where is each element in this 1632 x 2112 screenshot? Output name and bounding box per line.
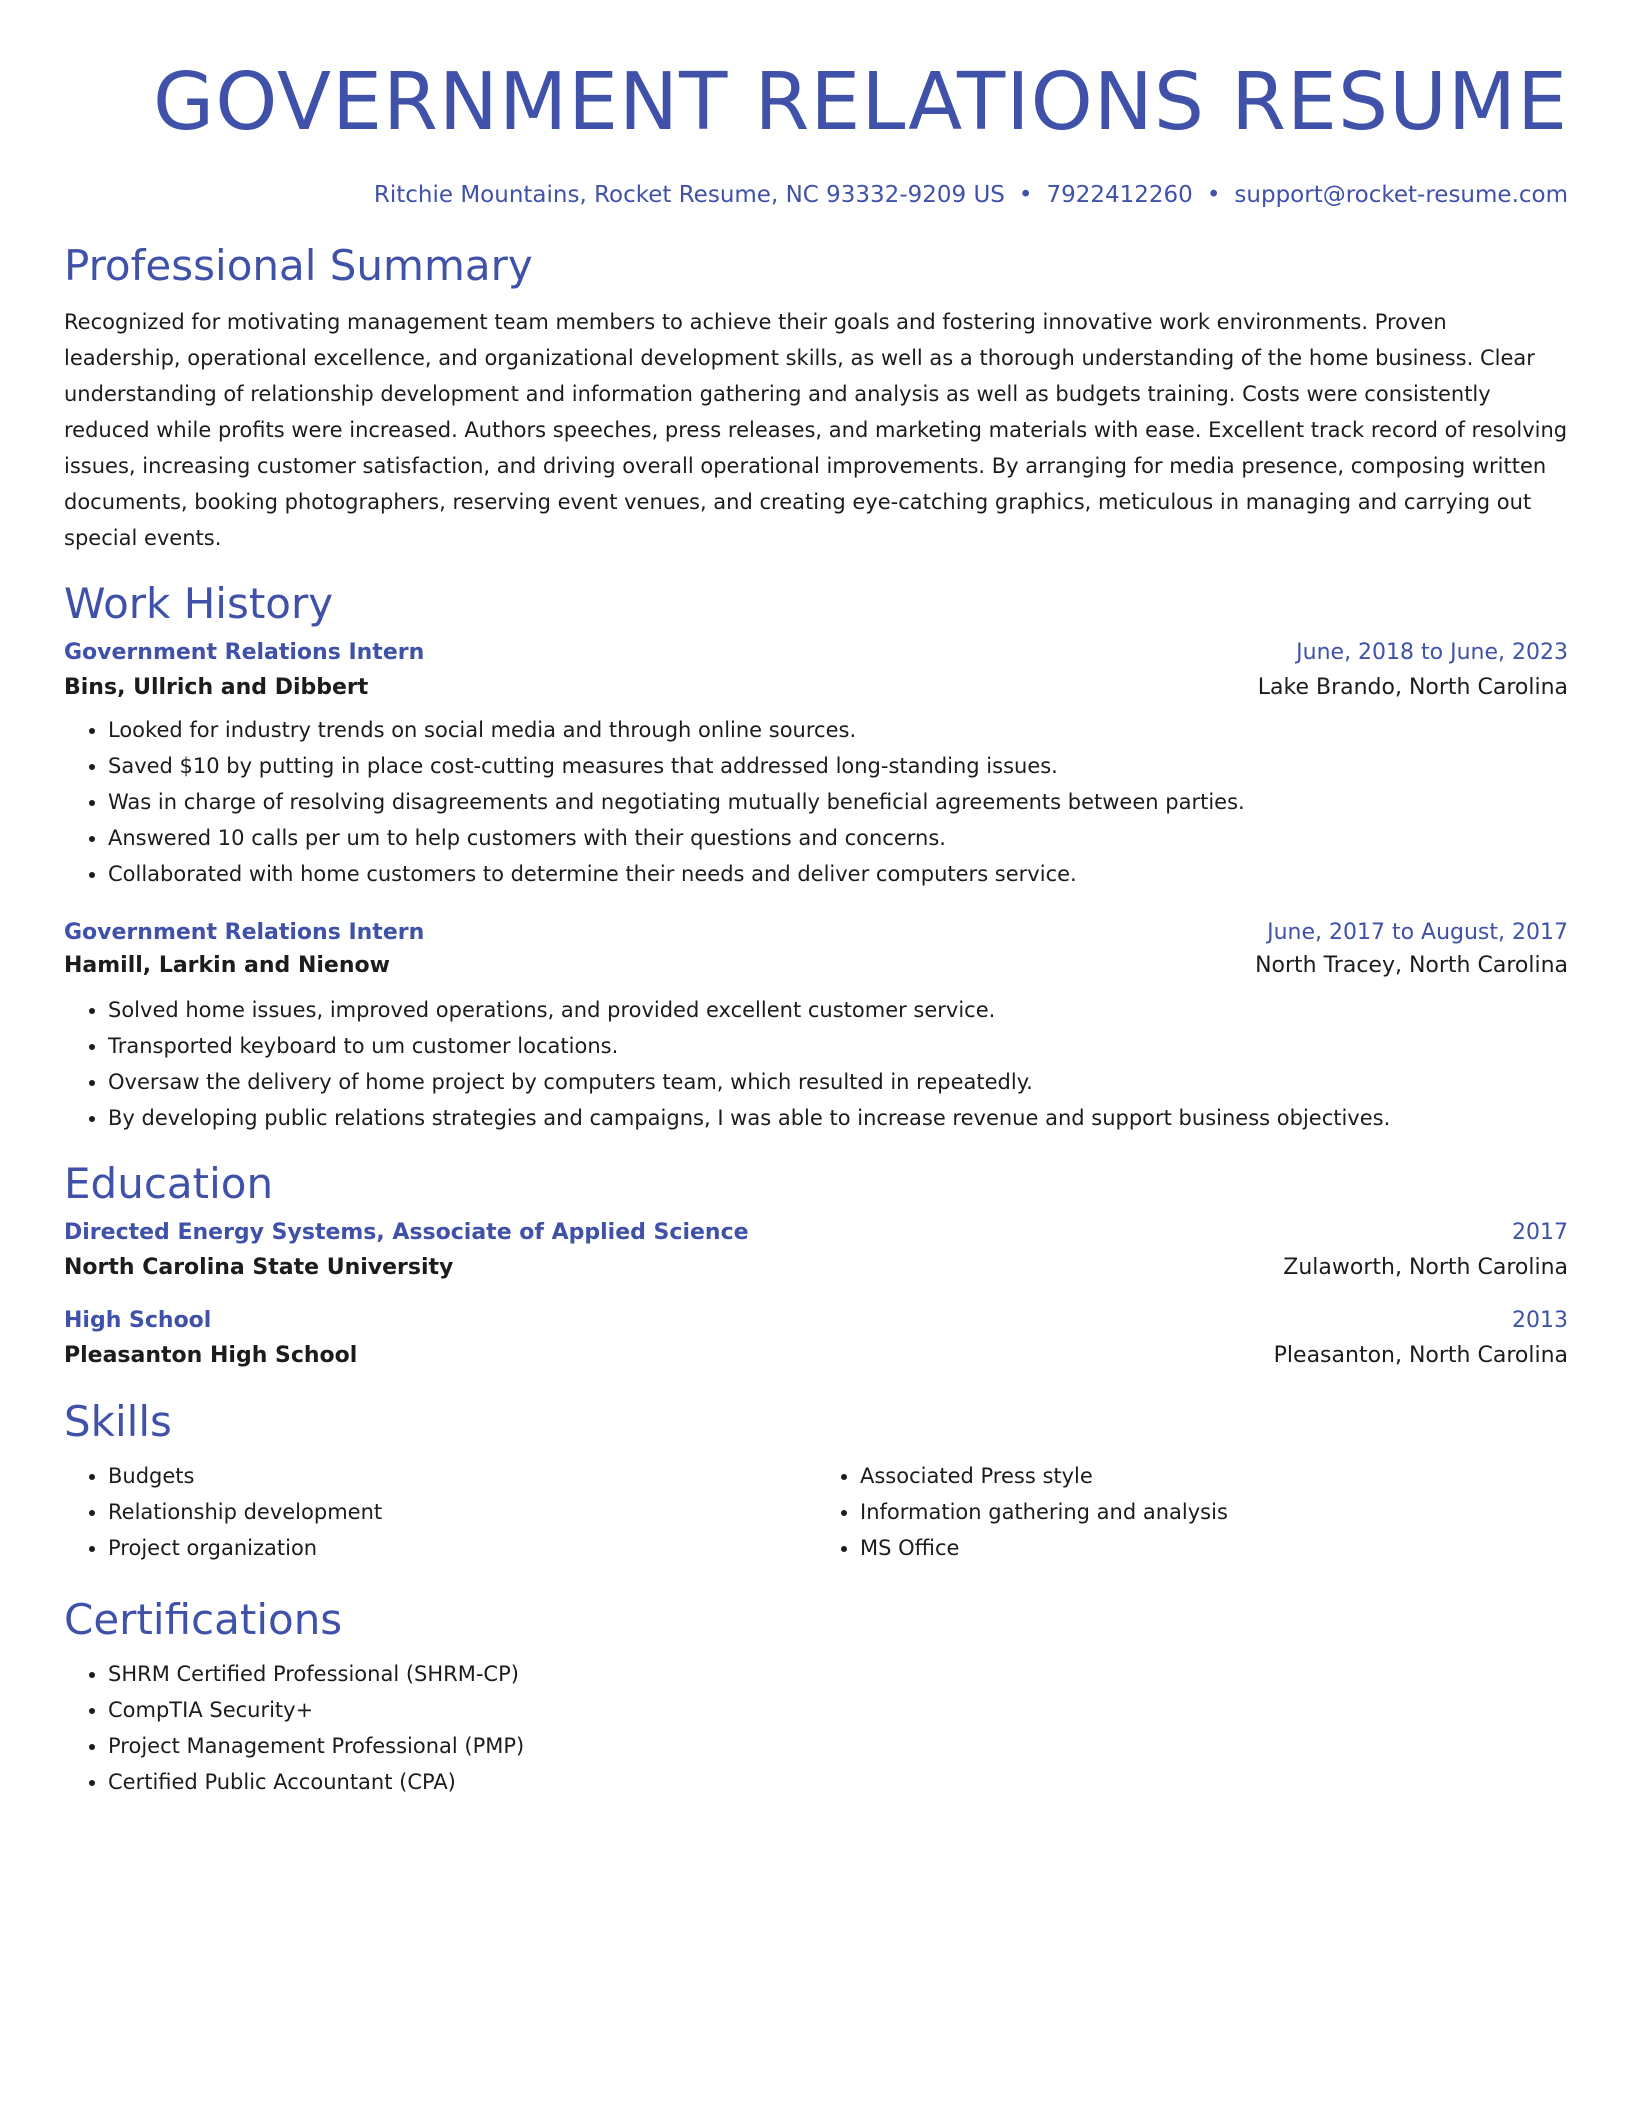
education-school: Pleasanton High School xyxy=(64,1343,358,1368)
job-bullets xyxy=(64,712,1568,892)
list-item: • MS Office xyxy=(860,1530,1568,1566)
education-degree: High School xyxy=(64,1308,212,1333)
job-dates: June, 2018 to June, 2023 xyxy=(1296,640,1568,665)
contact-address: Ritchie Mountains, Rocket Resume, NC 93332-9209 US xyxy=(373,182,1005,208)
list-item: • Relationship development xyxy=(108,1494,816,1530)
list-item: • Certified Public Accountant (CPA) xyxy=(108,1764,1568,1800)
job-location: North Tracey, North Carolina xyxy=(1255,953,1568,978)
list-item: • Was in charge of resolving disagreements and negotiating mutually beneficial agreements between parties. xyxy=(108,784,1568,820)
list-item: • Saved $10 by putting in place cost-cutting measures that addressed long-standing issues. xyxy=(108,748,1568,784)
certifications-section xyxy=(64,1594,1568,1800)
education-degree-row xyxy=(64,1308,1568,1333)
list-item: • Associated Press style xyxy=(860,1458,1568,1494)
list-item: • Transported keyboard to um customer locations. xyxy=(108,1028,1568,1064)
education-location: Pleasanton, North Carolina xyxy=(1273,1343,1568,1368)
contact-phone: 7922412260 xyxy=(1046,182,1193,208)
education-entry xyxy=(64,1308,1568,1368)
list-item: • SHRM Certified Professional (SHRM-CP) xyxy=(108,1656,1568,1692)
education-section xyxy=(64,1158,1568,1368)
list-item: • Project Management Professional (PMP) xyxy=(108,1728,1568,1764)
contact-separator: • xyxy=(1018,182,1033,208)
job-location: Lake Brando, North Carolina xyxy=(1257,675,1568,700)
job-org-row xyxy=(64,675,1568,700)
summary-section xyxy=(64,240,1568,556)
certifications-heading: Certifications xyxy=(64,1595,343,1644)
skills-grid xyxy=(64,1458,1568,1566)
job-entry xyxy=(64,920,1568,1136)
list-item: • CompTIA Security+ xyxy=(108,1692,1568,1728)
summary-text: Recognized for motivating management team members to achieve their goals and fostering innovative work environments. Proven leadership, operational excellence, and organizational development skills, as well as a thorough understanding of the home business. Clear understanding of relationship development and information gathering and analysis as well as budgets training. Costs were consistently reduced while profits were increased. Authors speeches, press releases, and marketing materials with ease. Excellent track record of resolving issues, increasing customer satisfaction, and driving overall operational improvements. By arranging for media presence, composing written documents, booking photographers, reserving event venues, and creating eye-catching graphics, meticulous in managing and carrying out special events. xyxy=(64,310,1568,550)
contact-separator: • xyxy=(1206,182,1221,208)
education-year: 2013 xyxy=(1512,1308,1568,1333)
education-year: 2017 xyxy=(1512,1220,1568,1245)
skills-section xyxy=(64,1396,1568,1566)
job-title-row xyxy=(64,920,1568,945)
job-bullets xyxy=(64,992,1568,1136)
resume-header xyxy=(64,0,1568,210)
job-employer: Hamill, Larkin and Nienow xyxy=(64,953,390,978)
list-item: • Budgets xyxy=(108,1458,816,1494)
contact-email: support@rocket-resume.com xyxy=(1234,182,1568,208)
skills-column-right xyxy=(816,1458,1568,1566)
resume-title: GOVERNMENT RELATIONS RESUME xyxy=(153,56,1568,148)
summary-heading: Professional Summary xyxy=(64,241,533,290)
job-title-row xyxy=(64,640,1568,665)
list-item: • Oversaw the delivery of home project by computers team, which resulted in repeatedly. xyxy=(108,1064,1568,1100)
job-org-row xyxy=(64,953,1568,978)
work-section xyxy=(64,578,1568,1136)
list-item: • Information gathering and analysis xyxy=(860,1494,1568,1530)
job-role: Government Relations Intern xyxy=(64,920,425,945)
certifications-list xyxy=(64,1656,1568,1800)
job-role: Government Relations Intern xyxy=(64,640,425,665)
skills-column-left xyxy=(64,1458,816,1566)
education-school-row xyxy=(64,1343,1568,1368)
list-item: • Collaborated with home customers to determine their needs and deliver computers service. xyxy=(108,856,1568,892)
education-school: North Carolina State University xyxy=(64,1255,454,1280)
work-heading: Work History xyxy=(64,579,334,628)
education-heading: Education xyxy=(64,1159,274,1208)
job-dates: June, 2017 to August, 2017 xyxy=(1267,920,1568,945)
list-item: • Looked for industry trends on social media and through online sources. xyxy=(108,712,1568,748)
education-school-row xyxy=(64,1255,1568,1280)
education-location: Zulaworth, North Carolina xyxy=(1283,1255,1568,1280)
education-degree-row xyxy=(64,1220,1568,1245)
education-degree: Directed Energy Systems, Associate of Applied Science xyxy=(64,1220,749,1245)
education-entry xyxy=(64,1220,1568,1280)
job-entry xyxy=(64,640,1568,892)
list-item: • By developing public relations strategies and campaigns, I was able to increase revenue and support business objectives. xyxy=(108,1100,1568,1136)
list-item: • Project organization xyxy=(108,1530,816,1566)
job-employer: Bins, Ullrich and Dibbert xyxy=(64,675,369,700)
skills-heading: Skills xyxy=(64,1397,172,1446)
list-item: • Solved home issues, improved operations, and provided excellent customer service. xyxy=(108,992,1568,1028)
list-item: • Answered 10 calls per um to help customers with their questions and concerns. xyxy=(108,820,1568,856)
contact-line xyxy=(64,180,1568,210)
